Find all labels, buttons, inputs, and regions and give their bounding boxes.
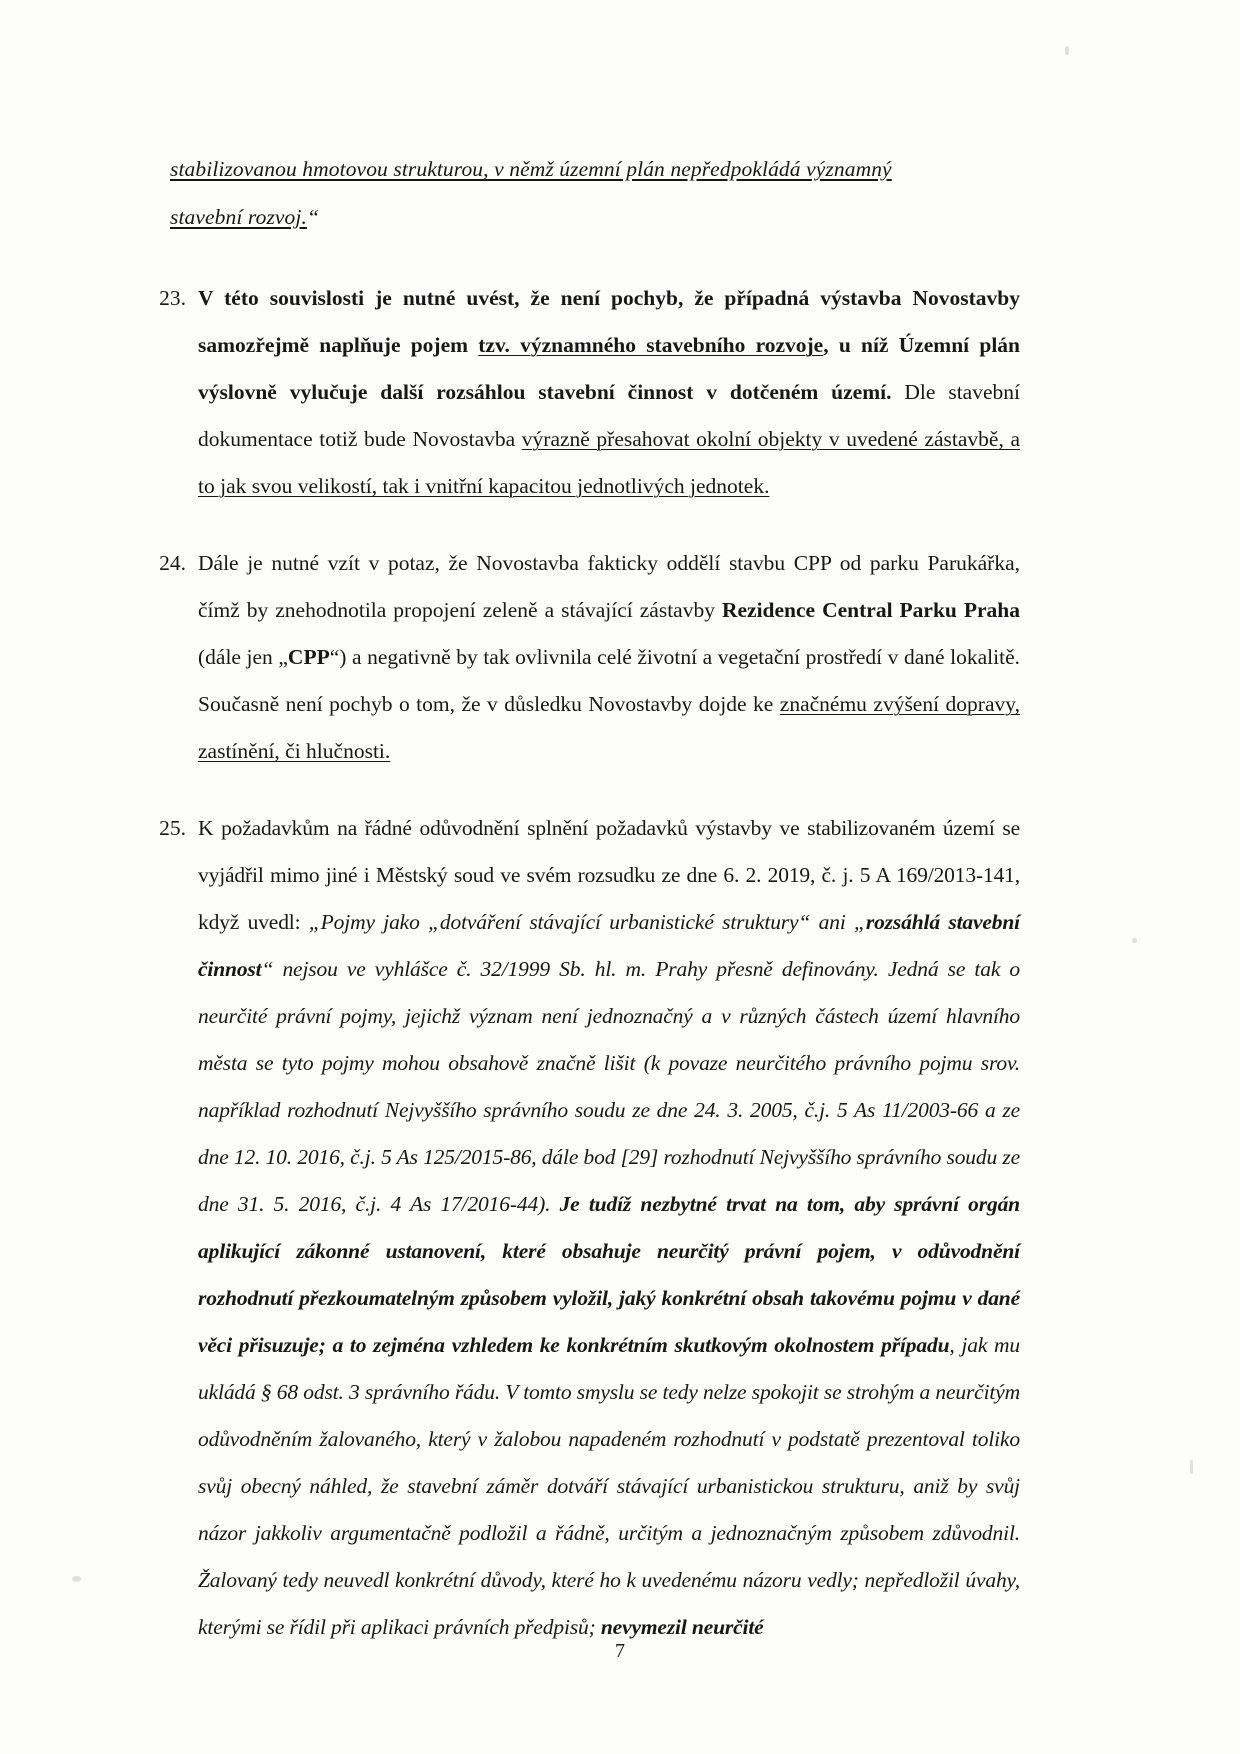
paragraph-24-segment-3: (dále jen „: [198, 645, 288, 669]
paragraph-number: 23.: [159, 286, 186, 310]
paragraph-25-segment-4: “ nejsou ve vyhlášce č. 32/1999 Sb. hl. m. Prahy přesně definovány. Jedná se tak o neurčité právní pojmy, jejichž význam není jednoznačný a v různých částech území hlavního města se tyto pojmy mohou obsahově značně lišit (k povaze neurčitého právního pojmu srov. například rozhodnutí Nejvyššího správního soudu ze dne 24. 3. 2005, č.j. 5 As 11/2003-66 a ze dne 12. 10. 2016, č.j. 5 As 125/2015-86, dále bod [29] rozhodnutí Nejvyššího správního soudu ze dne 31. 5. 2016, č.j. 4 As 17/2016-44).: [198, 957, 1020, 1216]
paragraph-23-segment-1: V této souvislosti je nutné uvést, že není pochyb, že případná výstavba Novostavby samozřejmě naplňuje pojem: [198, 286, 1020, 357]
quote-line-2: stavební rozvoj.: [170, 205, 307, 229]
paragraph-24-segment-1: Dále je nutné vzít v potaz, že Novostavba fakticky oddělí stavbu CPP od parku Parukářka, čímž by znehodnotila propojení zeleně a stávající zástavby: [198, 551, 1020, 622]
paragraph-23-segment-3: , u níž Územní plán výslovně vylučuje další rozsáhlou stavební činnost v dotčeném území.: [198, 333, 1020, 404]
paragraph-25-segment-6: , jak mu ukládá § 68 odst. 3 správního řádu. V tomto smyslu se tedy nelze spokojit se strohým a neurčitým odůvodněním žalovaného, který v žalobou napadeném rozhodnutí v podstatě prezentoval toliko svůj obecný náhled, že stavební záměr dotváří stávající urbanistickou strukturu, aniž by svůj názor jakkoliv argumentačně podložil a řádně, určitým a jednoznačným způsobem zdůvodnil. Žalovaný tedy neuvedl konkrétní důvody, které ho k uvedenému názoru vedly; nepředložil úvahy, kterými se řídil při aplikaci právních předpisů;: [198, 1333, 1020, 1639]
paragraph-24: [140, 540, 1020, 775]
paragraph-24-segment-6: značnému zvýšení dopravy, zastínění, či hlučnosti.: [198, 692, 1020, 763]
page-number: 7: [615, 1640, 625, 1662]
paragraph-number: 24.: [159, 551, 186, 575]
paragraph-25-segment-1: K požadavkům na řádné odůvodnění splnění požadavků výstavby ve stabilizovaném území se vyjádřil mimo jiné i Městský soud ve svém rozsudku ze dne 6. 2. 2019, č. j. 5 A 169/2013-141, když uvedl:: [198, 816, 1020, 934]
paragraph-24-segment-4: CPP: [287, 645, 330, 669]
scan-artifact-speck: [1132, 938, 1137, 943]
paragraph-text: [198, 275, 1020, 510]
paragraph-24-segment-2: Rezidence Central Parku Praha: [721, 598, 1020, 622]
scan-artifact-speck: [72, 1576, 81, 1582]
paragraph-23-segment-5: výrazně přesahovat okolní objekty v uvedené zástavbě, a to jak svou velikostí, tak i vnitřní kapacitou jednotlivých jednotek.: [198, 427, 1020, 498]
quote-closing-mark: “: [306, 205, 320, 229]
paragraph-25-segment-7: nevymezil neurčité: [600, 1615, 764, 1639]
block-quote-continuation: [170, 145, 1018, 241]
scan-artifact-speck: [1065, 46, 1069, 55]
paragraph-23: [140, 275, 1020, 510]
paragraph-25: [140, 805, 1020, 1651]
paragraph-23-segment-2: tzv. významného stavebního rozvoje: [478, 333, 824, 357]
paragraph-25-segment-5: Je tudíž nezbytné trvat na tom, aby správní orgán aplikující zákonné ustanovení, které obsahuje neurčitý právní pojem, v odůvodnění rozhodnutí přezkoumatelným způsobem vyložil, jaký konkrétní obsah takovému pojmu v dané věci přisuzuje; a to zejména vzhledem ke konkrétním skutkovým okolnostem případu: [198, 1192, 1020, 1357]
paragraph-text: [198, 805, 1020, 1651]
paragraph-number: 25.: [159, 816, 186, 840]
paragraph-25-segment-3: rozsáhlá stavební činnost: [198, 910, 1021, 981]
paragraph-25-segment-2: „Pojmy jako „dotváření stávající urbanistické struktury“ ani „: [308, 910, 866, 934]
paragraph-text: [198, 540, 1020, 775]
paragraph-24-segment-5: “) a negativně by tak ovlivnila celé životní a vegetační prostředí v dané lokalitě. Současně není pochyb o tom, že v důsledku Novostavby dojde ke: [198, 645, 1020, 716]
paragraph-23-segment-4: Dle stavební dokumentace totiž bude Novostavba: [198, 380, 1020, 451]
quote-line-1: stabilizovanou hmotovou strukturou, v němž územní plán nepředpokládá významný: [170, 157, 892, 181]
scan-artifact-speck: [1190, 1460, 1193, 1474]
document-body: [140, 145, 1020, 1681]
